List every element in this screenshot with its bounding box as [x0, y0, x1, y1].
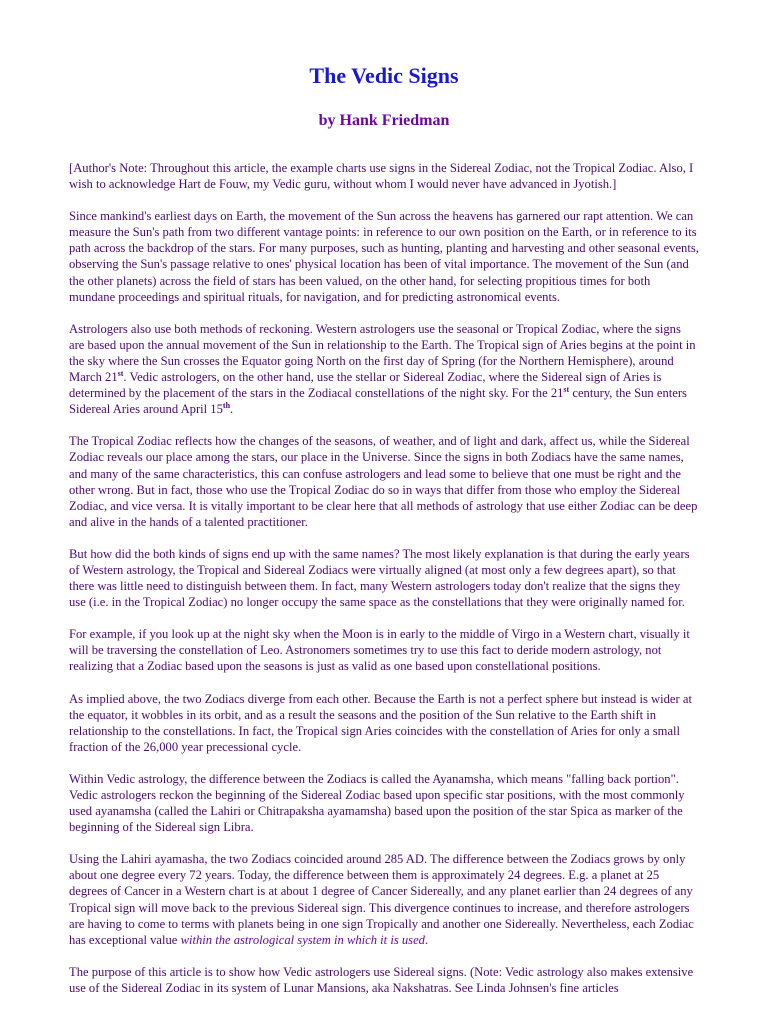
paragraph-9-text-b: .: [424, 932, 429, 947]
authors-note: [Author's Note: Throughout this article, the example charts use signs in the Sidereal Zodiac, not the Tropical Zodiac. Also, I wish to acknowledge Hart de Fouw, my Vedic guru, without whom I would never have advanced in Jyotish.]: [69, 161, 694, 192]
superscript: st: [117, 369, 124, 379]
paragraph-6: For example, if you look up at the night sky when the Moon is in early to the middle of Virgo in a Western chart, visually it will be traversing the constellation of Leo. Astronomers sometimes try to use this fact to deride modern astrology, not realizing that a Zodiac based upon the seasons is just as valid as one based upon constellational positions.: [69, 627, 690, 674]
superscript: th: [222, 401, 231, 411]
byline: by Hank Friedman: [318, 112, 450, 129]
paragraph-3-text-c: century, the Sun enters Sidereal Aries around April 15: [69, 386, 687, 417]
paragraph-3-text-d: .: [230, 402, 234, 417]
paragraph-3: [69, 321, 699, 418]
page-title: The Vedic Signs: [309, 63, 459, 88]
paragraph-8: Within Vedic astrology, the difference between the Zodiacs is called the Ayanamsha, which means "falling back portion". Vedic astrologers reckon the beginning of the Sidereal Zodiac based upon specific star positions, with the most commonly used ayanamsha (called the Lahiri or Chitrapaksha ayamamsha) based upon the position of the star Spica as marker of the beginning of the Sidereal sign Libra.: [69, 771, 685, 835]
paragraph-3-text-b: . Vedic astrologers, on the other hand, use the stellar or Sidereal Zodiac, where the Sidereal sign of Aries is determined by the placement of the stars in the Zodiacal constellations of the night sky. For the 21: [69, 370, 662, 401]
paragraph-7: As implied above, the two Zodiacs diverge from each other. Because the Earth is not a perfect sphere but instead is wider at the equator, it wobbles in its orbit, and as a result the seasons and the position of the Sun relative to the Earth shift in relationship to the constellations. In fact, the Tropical sign Aries coincides with the constellation of Aries for only a small fraction of the 26,000 year precessional cycle.: [69, 691, 692, 754]
paragraph-9: [69, 851, 699, 948]
paragraph-4: The Tropical Zodiac reflects how the changes of the seasons, of weather, and of light and dark, affect us, while the Sidereal Zodiac reveals our place among the stars, our place in the Universe. Since the signs in both Zodiacs have the same names, and many of the same characteristics, this can confuse astrologers and lead some to believe that one must be right and the other wrong. But in fact, those who use the Tropical Zodiac do so in ways that differ from those who employ the Sidereal Zodiac, and vice versa. It is vitally important to be clear here that all methods of astrology that use either Zodiac can be deep and alive in the hands of a talented practitioner.: [69, 434, 698, 529]
paragraph-3-text-a: Astrologers also use both methods of reckoning. Western astrologers use the seasonal or Tropical Zodiac, where the signs are based upon the annual movement of the Sun in relationship to the Earth. The Tropical sign of Aries begins at the point in the sky where the Sun crosses the Equator going North on the first day of Spring (for the Northern Hemisphere), around March 21: [69, 321, 696, 385]
superscript: st: [563, 385, 570, 395]
paragraph-10: The purpose of this article is to show how Vedic astrologers use Sidereal signs. (Note: Vedic astrology also makes extensive use of the Sidereal Zodiac in its system of Lunar Mansions, aka Nakshatras. See Linda Johnsen's fine articles: [69, 964, 694, 995]
paragraph-9-text-a: Using the Lahiri ayamasha, the two Zodiacs coincided around 285 AD. The difference between the Zodiacs grows by only about one degree every 72 years. Today, the difference between them is approximately 24 degrees. E.g. a planet at 25 degrees of Cancer in a Western chart is at about 1 degree of Cancer Sidereally, and any planet earlier than 24 degrees of any Tropical sign will move back to the previous Sidereal sign. This divergence continues to increase, and therefore astrologers are having to come to terms with planets being in one sign Tropically and another one Sidereally. Nevertheless, each Zodiac has exceptional value: [69, 852, 694, 947]
paragraph-2: Since mankind's earliest days on Earth, the movement of the Sun across the heavens has garnered our rapt attention. We can measure the Sun's path from two different vantage points: in reference to our own position on the Earth, or in reference to its path across the backdrop of the stars. For many purposes, such as hunting, planting and harvesting and other seasonal events, observing the Sun's passage relative to ones' physical location has been of vital importance. The movement of the Sun (and the other planets) across the field of stars has been valued, on the other hand, for selecting propitious times for both mundane proceedings and spiritual rituals, for navigation, and for predicting astronomical events.: [69, 209, 699, 304]
paragraph-9-emphasis: within the astrological system in which it is used: [180, 932, 425, 947]
paragraph-5: But how did the both kinds of signs end up with the same names? The most likely explanation is that during the early years of Western astrology, the Tropical and Sidereal Zodiacs were virtually aligned (at most only a few degrees apart), so that there was little need to distinguish between them. In fact, many Western astrologers today don't realize that the signs they use (i.e. in the Tropical Zodiac) no longer occupy the same space as the constellations that they were originally named for.: [69, 546, 690, 610]
